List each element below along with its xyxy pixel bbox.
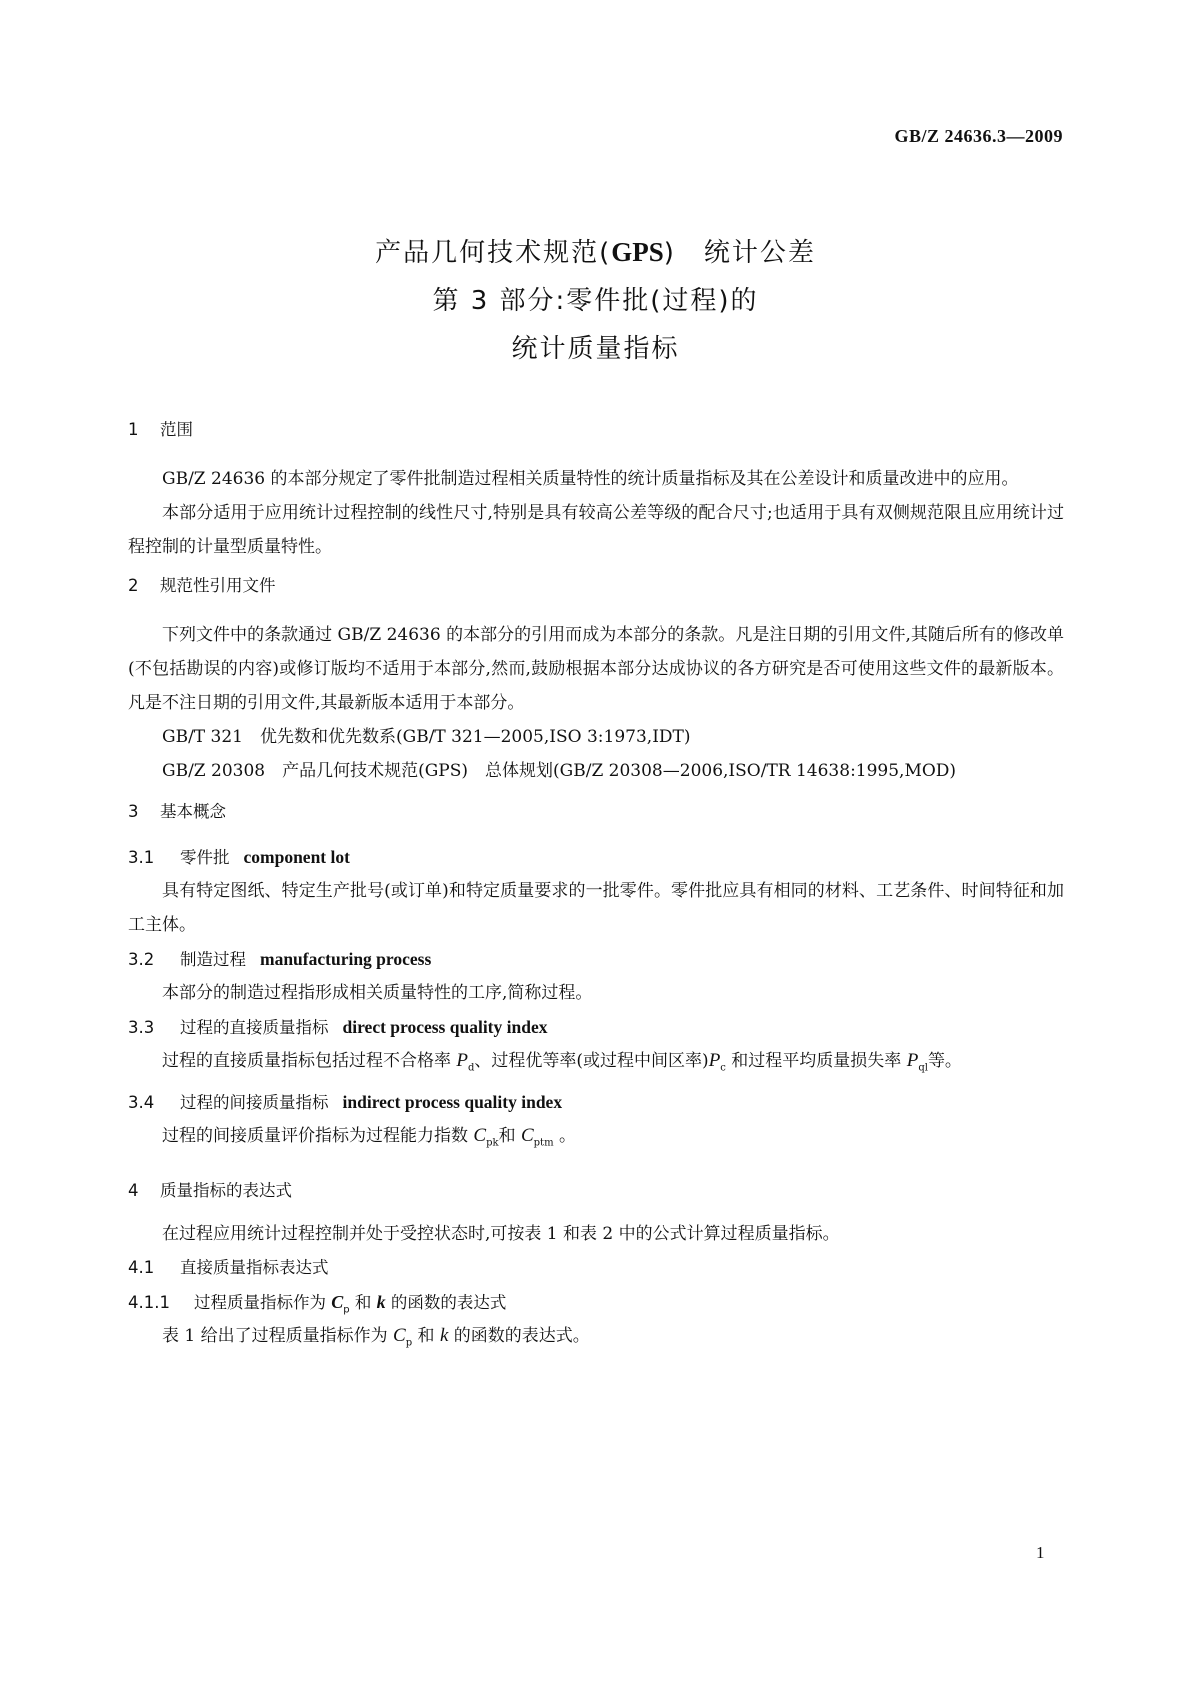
- section-2-paragraph: 下列文件中的条款通过 GB/Z 24636 的本部分的引用而成为本部分的条款。凡是注日期的引用文件,其随后所有的修改单(不包括勘误的内容)或修订版均不适用于本部分,然而,鼓励根据本部分达成协议的各方研究是否可使用这些文件的最新版本。凡是不注日期的引用文件,其最新版本适用于本部分。: [128, 625, 1064, 713]
- term-3-2-heading: 3.2 制造过程 manufacturing process: [128, 949, 432, 969]
- document-title: [0, 228, 1191, 373]
- reference-gb-t-321: GB/T 321 优先数和优先数系(GB/T 321—2005,ISO 3:1973,IDT): [162, 727, 691, 747]
- reference-gb-z-20308: GB/Z 20308 产品几何技术规范(GPS) 总体规划(GB/Z 20308—2006,ISO/TR 14638:1995,MOD): [162, 761, 957, 781]
- title-line-1: 产品几何技术规范(GPS) 统计公差: [375, 237, 816, 268]
- title-line-2: 第 3 部分:零件批(过程)的: [432, 286, 759, 316]
- term-3-3-definition: 过程的直接质量指标包括过程不合格率 $P_d$、过程优等率(或过程中间区率)$P_c$ 和过程平均质量损失率 $P_{ql}$等。: [162, 1050, 962, 1074]
- page-number: 1: [1036, 1543, 1045, 1562]
- section-4-paragraph: 在过程应用统计过程控制并处于受控状态时,可按表 1 和表 2 中的公式计算过程质量指标。: [162, 1223, 840, 1244]
- term-3-2-definition: 本部分的制造过程指形成相关质量特性的工序,简称过程。: [162, 983, 593, 1003]
- subsection-4-1-1-paragraph: 表 1 给出了过程质量指标作为 $C_p$ 和 k 的函数的表达式。: [162, 1324, 590, 1349]
- section-1-heading: 1 范围: [128, 420, 193, 439]
- title-line-3: 统计质量指标: [511, 334, 680, 364]
- document-body: [128, 414, 1064, 1360]
- term-3-4-heading: 3.4 过程的间接质量指标 indirect process quality index: [128, 1092, 563, 1113]
- subsection-4-1-1-heading: 4.1.1 过程质量指标作为 $C_p$ 和 k 的函数的表达式: [128, 1291, 507, 1316]
- term-3-1-heading: 3.1 零件批 component lot: [128, 847, 350, 867]
- term-3-4-definition: 过程的间接质量评价指标为过程能力指数 $C_{pk}$和 $C_{ptm}$ 。: [162, 1125, 576, 1149]
- section-4-heading: 4 质量指标的表达式: [128, 1180, 292, 1200]
- subsection-4-1-heading: 4.1 直接质量指标表达式: [128, 1257, 329, 1277]
- term-3-3-heading: 3.3 过程的直接质量指标 direct process quality index: [128, 1017, 548, 1037]
- section-1-paragraph-2: 本部分适用于应用统计过程控制的线性尺寸,特别是具有较高公差等级的配合尺寸;也适用于具有双侧规范限且应用统计过程控制的计量型质量特性。: [128, 503, 1064, 557]
- section-3-heading: 3 基本概念: [128, 802, 226, 821]
- term-3-1-definition: 具有特定图纸、特定生产批号(或订单)和特定质量要求的一批零件。零件批应具有相同的材料、工艺条件、时间特征和加工主体。: [128, 881, 1064, 935]
- standard-number: GB/Z 24636.3—2009: [894, 126, 1063, 146]
- section-2-heading: 2 规范性引用文件: [128, 576, 276, 595]
- section-1-paragraph-1: GB/Z 24636 的本部分规定了零件批制造过程相关质量特性的统计质量指标及其在公差设计和质量改进中的应用。: [162, 469, 1019, 489]
